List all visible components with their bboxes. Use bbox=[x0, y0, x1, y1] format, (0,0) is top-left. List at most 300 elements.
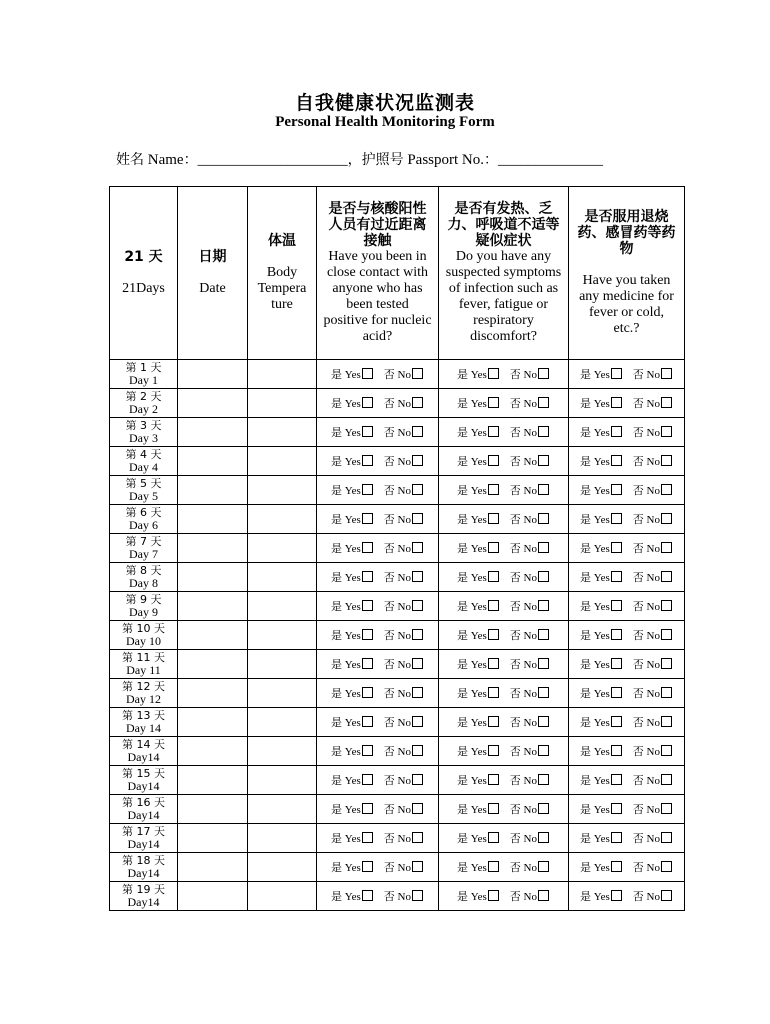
no-checkbox[interactable] bbox=[661, 600, 672, 611]
table-row bbox=[110, 534, 685, 563]
no-label-cn: 否 bbox=[383, 484, 395, 497]
yes-checkbox[interactable] bbox=[611, 890, 622, 901]
no-checkbox[interactable] bbox=[538, 513, 549, 524]
yes-label-cn: 是 bbox=[457, 745, 469, 758]
symptoms-answer-cell bbox=[439, 766, 569, 795]
no-label-cn: 否 bbox=[632, 629, 644, 642]
temperature-input-cell[interactable] bbox=[248, 389, 317, 418]
yes-checkbox[interactable] bbox=[362, 629, 373, 640]
yes-label-en: Yes bbox=[470, 485, 487, 497]
medicine-answer-cell bbox=[569, 708, 685, 737]
yes-label-en: Yes bbox=[593, 659, 610, 671]
yes-checkbox[interactable] bbox=[611, 600, 622, 611]
no-label-en: No bbox=[397, 456, 411, 468]
yes-checkbox[interactable] bbox=[611, 542, 622, 553]
medicine-answer-cell bbox=[569, 853, 685, 882]
no-checkbox[interactable] bbox=[661, 832, 672, 843]
no-label-cn: 否 bbox=[632, 368, 644, 381]
yes-checkbox[interactable] bbox=[611, 774, 622, 785]
medicine-answer-cell bbox=[569, 534, 685, 563]
date-input-cell[interactable] bbox=[178, 389, 248, 418]
no-checkbox[interactable] bbox=[538, 629, 549, 640]
temperature-input-cell[interactable] bbox=[248, 447, 317, 476]
date-input-cell[interactable] bbox=[178, 679, 248, 708]
yes-checkbox[interactable] bbox=[362, 455, 373, 466]
yes-label-cn: 是 bbox=[580, 658, 592, 671]
no-label-en: No bbox=[523, 630, 537, 642]
yes-checkbox[interactable] bbox=[488, 890, 499, 901]
symptoms-answer-cell bbox=[439, 563, 569, 592]
yes-checkbox[interactable] bbox=[611, 861, 622, 872]
date-input-cell[interactable] bbox=[178, 592, 248, 621]
no-label-en: No bbox=[523, 775, 537, 787]
no-label-cn: 否 bbox=[509, 600, 521, 613]
no-checkbox[interactable] bbox=[661, 426, 672, 437]
no-label-en: No bbox=[397, 891, 411, 903]
no-label-cn: 否 bbox=[632, 861, 644, 874]
no-checkbox[interactable] bbox=[538, 426, 549, 437]
contact-answer-cell bbox=[317, 505, 439, 534]
yes-label-en: Yes bbox=[344, 485, 361, 497]
yes-checkbox[interactable] bbox=[488, 397, 499, 408]
temperature-input-cell[interactable] bbox=[248, 534, 317, 563]
day-label-cell bbox=[110, 795, 178, 824]
no-label-cn: 否 bbox=[383, 542, 395, 555]
day-label-cell bbox=[110, 679, 178, 708]
temperature-input-cell[interactable] bbox=[248, 360, 317, 389]
no-checkbox[interactable] bbox=[538, 774, 549, 785]
yes-checkbox[interactable] bbox=[362, 803, 373, 814]
passport-blank-field[interactable]: ______________ bbox=[498, 152, 603, 168]
yes-checkbox[interactable] bbox=[362, 716, 373, 727]
yes-checkbox[interactable] bbox=[488, 455, 499, 466]
yes-checkbox[interactable] bbox=[362, 890, 373, 901]
table-row bbox=[110, 795, 685, 824]
temperature-input-cell[interactable] bbox=[248, 592, 317, 621]
no-checkbox[interactable] bbox=[538, 658, 549, 669]
no-checkbox[interactable] bbox=[412, 890, 423, 901]
yes-label-en: Yes bbox=[470, 833, 487, 845]
no-label-cn: 否 bbox=[509, 861, 521, 874]
no-label-en: No bbox=[646, 862, 660, 874]
no-checkbox[interactable] bbox=[661, 571, 672, 582]
yes-label-en: Yes bbox=[470, 659, 487, 671]
table-row bbox=[110, 360, 685, 389]
date-input-cell[interactable] bbox=[178, 418, 248, 447]
yes-label-cn: 是 bbox=[457, 368, 469, 381]
day-label-en: Day 14 bbox=[126, 721, 161, 735]
yes-checkbox[interactable] bbox=[362, 513, 373, 524]
yes-checkbox[interactable] bbox=[362, 571, 373, 582]
day-label-cell bbox=[110, 650, 178, 679]
no-checkbox[interactable] bbox=[538, 397, 549, 408]
no-label-cn: 否 bbox=[509, 571, 521, 584]
no-label-cn: 否 bbox=[383, 774, 395, 787]
yes-checkbox[interactable] bbox=[611, 513, 622, 524]
no-checkbox[interactable] bbox=[538, 861, 549, 872]
no-label-cn: 否 bbox=[383, 803, 395, 816]
yes-checkbox[interactable] bbox=[488, 513, 499, 524]
yes-label-cn: 是 bbox=[457, 716, 469, 729]
yes-checkbox[interactable] bbox=[488, 484, 499, 495]
no-label-cn: 否 bbox=[383, 600, 395, 613]
temperature-input-cell[interactable] bbox=[248, 418, 317, 447]
yes-checkbox[interactable] bbox=[611, 368, 622, 379]
contact-answer-cell bbox=[317, 447, 439, 476]
no-checkbox[interactable] bbox=[661, 716, 672, 727]
yes-label-en: Yes bbox=[593, 804, 610, 816]
table-row bbox=[110, 882, 685, 911]
medicine-answer-cell bbox=[569, 476, 685, 505]
yes-checkbox[interactable] bbox=[488, 629, 499, 640]
no-checkbox[interactable] bbox=[412, 368, 423, 379]
medicine-answer-cell bbox=[569, 418, 685, 447]
date-input-cell[interactable] bbox=[178, 621, 248, 650]
day-label-cell bbox=[110, 853, 178, 882]
yes-checkbox[interactable] bbox=[362, 774, 373, 785]
no-checkbox[interactable] bbox=[412, 861, 423, 872]
no-label-cn: 否 bbox=[509, 455, 521, 468]
symptoms-answer-cell bbox=[439, 650, 569, 679]
no-checkbox[interactable] bbox=[538, 890, 549, 901]
no-checkbox[interactable] bbox=[412, 484, 423, 495]
yes-checkbox[interactable] bbox=[611, 803, 622, 814]
table-row bbox=[110, 853, 685, 882]
no-checkbox[interactable] bbox=[661, 455, 672, 466]
yes-label-en: Yes bbox=[470, 601, 487, 613]
day-label-en: Day 9 bbox=[129, 605, 158, 619]
no-label-cn: 否 bbox=[509, 368, 521, 381]
temperature-input-cell[interactable] bbox=[248, 824, 317, 853]
no-label-en: No bbox=[646, 427, 660, 439]
no-label-en: No bbox=[646, 456, 660, 468]
yes-label-en: Yes bbox=[344, 543, 361, 555]
yes-label-en: Yes bbox=[344, 369, 361, 381]
yes-label-cn: 是 bbox=[331, 774, 343, 787]
yes-label-cn: 是 bbox=[331, 368, 343, 381]
medicine-answer-cell bbox=[569, 592, 685, 621]
separator-comma: ， bbox=[347, 152, 362, 168]
no-label-cn: 否 bbox=[632, 832, 644, 845]
yes-label-en: Yes bbox=[470, 456, 487, 468]
yes-label-en: Yes bbox=[470, 427, 487, 439]
yes-label-en: Yes bbox=[593, 862, 610, 874]
yes-checkbox[interactable] bbox=[488, 687, 499, 698]
yes-label-cn: 是 bbox=[457, 571, 469, 584]
yes-label-en: Yes bbox=[344, 775, 361, 787]
yes-label-en: Yes bbox=[593, 485, 610, 497]
yes-checkbox[interactable] bbox=[488, 716, 499, 727]
temperature-input-cell[interactable] bbox=[248, 853, 317, 882]
yes-checkbox[interactable] bbox=[362, 745, 373, 756]
no-label-cn: 否 bbox=[632, 426, 644, 439]
yes-label-en: Yes bbox=[593, 833, 610, 845]
yes-label-cn: 是 bbox=[580, 832, 592, 845]
temperature-input-cell[interactable] bbox=[248, 708, 317, 737]
yes-label-en: Yes bbox=[593, 746, 610, 758]
yes-checkbox[interactable] bbox=[611, 629, 622, 640]
yes-label-cn: 是 bbox=[331, 803, 343, 816]
table-row bbox=[110, 563, 685, 592]
yes-checkbox[interactable] bbox=[611, 484, 622, 495]
yes-label-cn: 是 bbox=[580, 368, 592, 381]
yes-label-cn: 是 bbox=[331, 513, 343, 526]
yes-checkbox[interactable] bbox=[488, 426, 499, 437]
yes-checkbox[interactable] bbox=[488, 861, 499, 872]
yes-label-en: Yes bbox=[593, 514, 610, 526]
yes-checkbox[interactable] bbox=[362, 658, 373, 669]
no-checkbox[interactable] bbox=[538, 745, 549, 756]
day-label-en: Day14 bbox=[127, 750, 160, 764]
no-checkbox[interactable] bbox=[412, 542, 423, 553]
day-label-cn: 第 13 天 bbox=[122, 709, 165, 722]
yes-checkbox[interactable] bbox=[611, 397, 622, 408]
date-input-cell[interactable] bbox=[178, 476, 248, 505]
yes-checkbox[interactable] bbox=[611, 832, 622, 843]
day-label-cn: 第 14 天 bbox=[122, 738, 165, 751]
contact-answer-cell bbox=[317, 621, 439, 650]
no-checkbox[interactable] bbox=[412, 397, 423, 408]
name-colon: ： bbox=[183, 152, 198, 168]
no-checkbox[interactable] bbox=[661, 658, 672, 669]
day-label-cn: 第 6 天 bbox=[125, 506, 162, 519]
no-checkbox[interactable] bbox=[661, 484, 672, 495]
date-input-cell[interactable] bbox=[178, 447, 248, 476]
no-label-cn: 否 bbox=[632, 397, 644, 410]
yes-label-cn: 是 bbox=[457, 890, 469, 903]
no-label-cn: 否 bbox=[509, 745, 521, 758]
no-checkbox[interactable] bbox=[538, 803, 549, 814]
yes-label-en: Yes bbox=[344, 804, 361, 816]
no-label-en: No bbox=[523, 601, 537, 613]
yes-checkbox[interactable] bbox=[611, 571, 622, 582]
day-label-cn: 第 8 天 bbox=[125, 564, 162, 577]
no-checkbox[interactable] bbox=[661, 687, 672, 698]
medicine-answer-cell bbox=[569, 650, 685, 679]
date-input-cell[interactable] bbox=[178, 650, 248, 679]
date-input-cell[interactable] bbox=[178, 563, 248, 592]
date-input-cell[interactable] bbox=[178, 737, 248, 766]
yes-checkbox[interactable] bbox=[611, 745, 622, 756]
no-label-en: No bbox=[646, 543, 660, 555]
yes-checkbox[interactable] bbox=[611, 716, 622, 727]
yes-checkbox[interactable] bbox=[488, 571, 499, 582]
table-row bbox=[110, 650, 685, 679]
no-checkbox[interactable] bbox=[412, 455, 423, 466]
temperature-input-cell[interactable] bbox=[248, 505, 317, 534]
yes-checkbox[interactable] bbox=[488, 542, 499, 553]
yes-checkbox[interactable] bbox=[362, 368, 373, 379]
date-input-cell[interactable] bbox=[178, 505, 248, 534]
no-checkbox[interactable] bbox=[538, 368, 549, 379]
no-label-cn: 否 bbox=[509, 803, 521, 816]
no-label-en: No bbox=[523, 891, 537, 903]
day-label-cell bbox=[110, 447, 178, 476]
yes-label-en: Yes bbox=[470, 398, 487, 410]
no-checkbox[interactable] bbox=[538, 542, 549, 553]
no-checkbox[interactable] bbox=[661, 774, 672, 785]
contact-answer-cell bbox=[317, 824, 439, 853]
no-checkbox[interactable] bbox=[661, 368, 672, 379]
no-checkbox[interactable] bbox=[661, 803, 672, 814]
yes-checkbox[interactable] bbox=[488, 658, 499, 669]
symptoms-answer-cell bbox=[439, 708, 569, 737]
symptoms-answer-cell bbox=[439, 679, 569, 708]
temperature-input-cell[interactable] bbox=[248, 476, 317, 505]
yes-checkbox[interactable] bbox=[362, 542, 373, 553]
no-checkbox[interactable] bbox=[661, 542, 672, 553]
temperature-input-cell[interactable] bbox=[248, 621, 317, 650]
no-checkbox[interactable] bbox=[412, 745, 423, 756]
yes-checkbox[interactable] bbox=[488, 832, 499, 843]
symptoms-answer-cell bbox=[439, 534, 569, 563]
day-label-cell bbox=[110, 563, 178, 592]
yes-checkbox[interactable] bbox=[488, 803, 499, 814]
date-input-cell[interactable] bbox=[178, 824, 248, 853]
yes-label-en: Yes bbox=[470, 862, 487, 874]
day-label-en: Day14 bbox=[127, 837, 160, 851]
no-checkbox[interactable] bbox=[412, 600, 423, 611]
yes-checkbox[interactable] bbox=[362, 484, 373, 495]
yes-checkbox[interactable] bbox=[362, 397, 373, 408]
table-row bbox=[110, 389, 685, 418]
date-input-cell[interactable] bbox=[178, 360, 248, 389]
no-label-cn: 否 bbox=[632, 745, 644, 758]
date-input-cell[interactable] bbox=[178, 853, 248, 882]
no-label-cn: 否 bbox=[632, 774, 644, 787]
no-checkbox[interactable] bbox=[412, 426, 423, 437]
name-passport-line bbox=[116, 149, 716, 169]
no-label-en: No bbox=[397, 804, 411, 816]
no-label-en: No bbox=[646, 659, 660, 671]
no-checkbox[interactable] bbox=[412, 687, 423, 698]
no-checkbox[interactable] bbox=[412, 629, 423, 640]
yes-label-cn: 是 bbox=[580, 455, 592, 468]
temperature-input-cell[interactable] bbox=[248, 563, 317, 592]
temperature-input-cell[interactable] bbox=[248, 766, 317, 795]
yes-label-cn: 是 bbox=[580, 803, 592, 816]
yes-label-en: Yes bbox=[470, 688, 487, 700]
date-input-cell[interactable] bbox=[178, 882, 248, 911]
no-label-cn: 否 bbox=[632, 513, 644, 526]
yes-checkbox[interactable] bbox=[362, 832, 373, 843]
no-label-en: No bbox=[646, 688, 660, 700]
yes-checkbox[interactable] bbox=[362, 600, 373, 611]
symptoms-answer-cell bbox=[439, 795, 569, 824]
yes-label-cn: 是 bbox=[457, 832, 469, 845]
symptoms-answer-cell bbox=[439, 505, 569, 534]
no-label-en: No bbox=[523, 427, 537, 439]
no-checkbox[interactable] bbox=[661, 513, 672, 524]
date-input-cell[interactable] bbox=[178, 534, 248, 563]
no-checkbox[interactable] bbox=[538, 571, 549, 582]
day-label-cell bbox=[110, 592, 178, 621]
no-checkbox[interactable] bbox=[661, 745, 672, 756]
temperature-input-cell[interactable] bbox=[248, 679, 317, 708]
day-label-en: Day 8 bbox=[129, 576, 158, 590]
day-label-en: Day 7 bbox=[129, 547, 158, 561]
no-label-cn: 否 bbox=[383, 629, 395, 642]
yes-label-cn: 是 bbox=[580, 745, 592, 758]
no-checkbox[interactable] bbox=[538, 716, 549, 727]
date-input-cell[interactable] bbox=[178, 708, 248, 737]
yes-checkbox[interactable] bbox=[488, 600, 499, 611]
yes-checkbox[interactable] bbox=[611, 455, 622, 466]
no-checkbox[interactable] bbox=[538, 832, 549, 843]
yes-checkbox[interactable] bbox=[488, 368, 499, 379]
temperature-input-cell[interactable] bbox=[248, 650, 317, 679]
no-checkbox[interactable] bbox=[412, 571, 423, 582]
yes-label-cn: 是 bbox=[457, 658, 469, 671]
date-input-cell[interactable] bbox=[178, 795, 248, 824]
yes-checkbox[interactable] bbox=[488, 774, 499, 785]
temperature-input-cell[interactable] bbox=[248, 737, 317, 766]
table-row bbox=[110, 476, 685, 505]
no-checkbox[interactable] bbox=[412, 832, 423, 843]
no-checkbox[interactable] bbox=[412, 513, 423, 524]
no-checkbox[interactable] bbox=[538, 600, 549, 611]
yes-checkbox[interactable] bbox=[611, 687, 622, 698]
yes-label-en: Yes bbox=[470, 717, 487, 729]
table-row bbox=[110, 621, 685, 650]
no-checkbox[interactable] bbox=[412, 658, 423, 669]
yes-checkbox[interactable] bbox=[611, 426, 622, 437]
no-label-en: No bbox=[646, 833, 660, 845]
no-label-cn: 否 bbox=[509, 513, 521, 526]
no-checkbox[interactable] bbox=[661, 629, 672, 640]
no-checkbox[interactable] bbox=[661, 890, 672, 901]
temperature-input-cell[interactable] bbox=[248, 882, 317, 911]
header-symptoms: 是否有发热、乏力、呼吸道不适等疑似症状 Do you have any suspected symptoms of infection such as fever, fatigue or respiratory discomfort? bbox=[439, 187, 569, 360]
yes-checkbox[interactable] bbox=[611, 658, 622, 669]
name-blank-field[interactable]: ____________________ bbox=[197, 152, 348, 168]
yes-checkbox[interactable] bbox=[362, 426, 373, 437]
no-checkbox[interactable] bbox=[538, 687, 549, 698]
medicine-answer-cell bbox=[569, 621, 685, 650]
no-checkbox[interactable] bbox=[661, 861, 672, 872]
no-label-cn: 否 bbox=[509, 484, 521, 497]
day-label-cell bbox=[110, 476, 178, 505]
day-label-cn: 第 7 天 bbox=[125, 535, 162, 548]
yes-checkbox[interactable] bbox=[362, 861, 373, 872]
header-row bbox=[110, 187, 685, 360]
yes-label-cn: 是 bbox=[331, 745, 343, 758]
no-label-en: No bbox=[397, 833, 411, 845]
temperature-input-cell[interactable] bbox=[248, 795, 317, 824]
day-label-cn: 第 15 天 bbox=[122, 767, 165, 780]
day-label-en: Day 11 bbox=[126, 663, 161, 677]
symptoms-answer-cell bbox=[439, 853, 569, 882]
date-input-cell[interactable] bbox=[178, 766, 248, 795]
yes-label-en: Yes bbox=[593, 775, 610, 787]
no-checkbox[interactable] bbox=[661, 397, 672, 408]
no-checkbox[interactable] bbox=[538, 455, 549, 466]
yes-label-en: Yes bbox=[470, 572, 487, 584]
yes-label-cn: 是 bbox=[457, 484, 469, 497]
header-date: 日期 Date bbox=[178, 187, 248, 360]
no-checkbox[interactable] bbox=[412, 716, 423, 727]
no-label-cn: 否 bbox=[509, 687, 521, 700]
yes-checkbox[interactable] bbox=[362, 687, 373, 698]
no-checkbox[interactable] bbox=[538, 484, 549, 495]
medicine-answer-cell bbox=[569, 360, 685, 389]
no-checkbox[interactable] bbox=[412, 803, 423, 814]
yes-label-cn: 是 bbox=[457, 455, 469, 468]
no-label-cn: 否 bbox=[632, 658, 644, 671]
yes-checkbox[interactable] bbox=[488, 745, 499, 756]
contact-answer-cell bbox=[317, 853, 439, 882]
no-checkbox[interactable] bbox=[412, 774, 423, 785]
